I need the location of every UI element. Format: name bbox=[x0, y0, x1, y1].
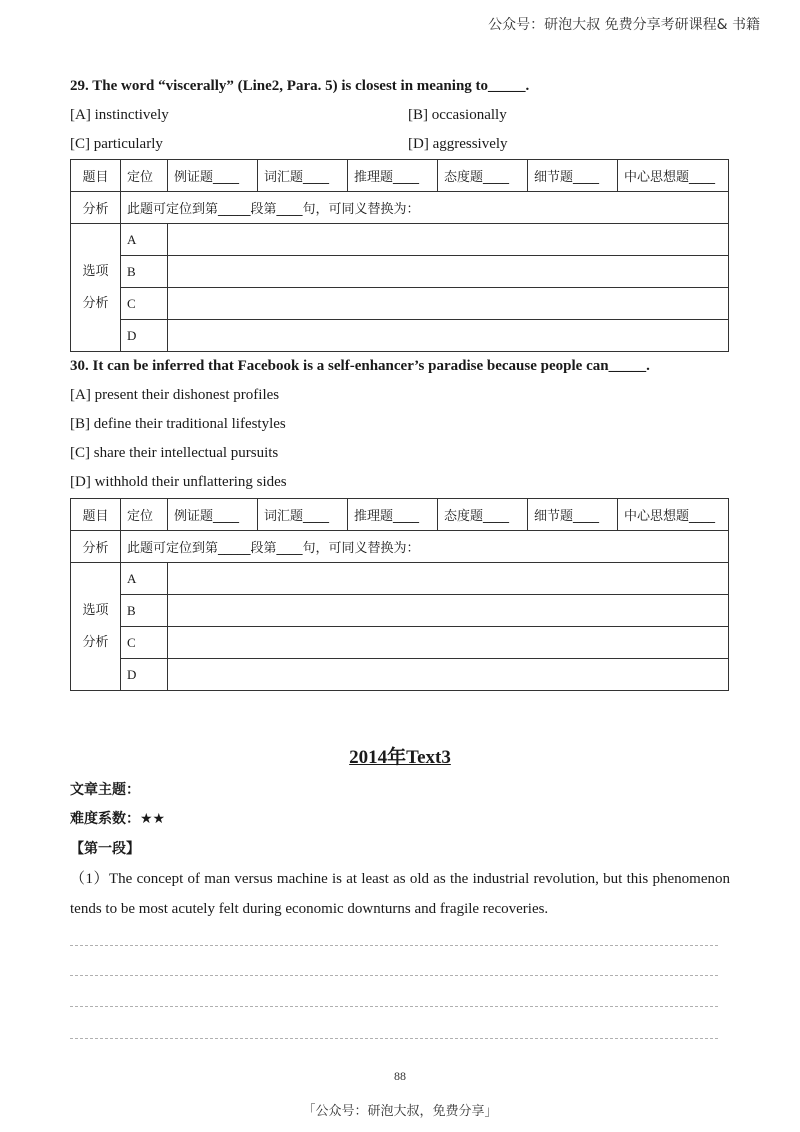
options-label-1: 选项 bbox=[82, 602, 109, 618]
option-letter-d: D bbox=[121, 320, 168, 352]
theme-label: 文章主题： bbox=[70, 782, 140, 798]
type-vocabulary: 词汇题____ bbox=[258, 499, 348, 531]
type-example: 例证题____ bbox=[168, 160, 258, 192]
type-vocabulary: 词汇题____ bbox=[258, 160, 348, 192]
type-inference: 推理题____ bbox=[348, 499, 438, 531]
locate-text: 此题可定位到第_____段第____句，可同义替换为： bbox=[121, 192, 729, 224]
type-detail: 细节题____ bbox=[528, 160, 618, 192]
options-label-2: 分析 bbox=[82, 295, 109, 311]
options-label-2: 分析 bbox=[82, 634, 109, 650]
q29-analysis-table bbox=[70, 159, 729, 352]
q30-option-c: [C] share their intellectual pursuits bbox=[70, 445, 279, 461]
type-attitude: 态度题____ bbox=[438, 499, 528, 531]
option-letter-c: C bbox=[121, 627, 168, 659]
row-label-analysis: 分析 bbox=[71, 192, 121, 224]
type-inference: 推理题____ bbox=[348, 160, 438, 192]
paragraph-label: 【第一段】 bbox=[70, 841, 140, 857]
option-analysis-cell[interactable] bbox=[168, 659, 729, 691]
option-analysis-cell[interactable] bbox=[168, 256, 729, 288]
type-main-idea: 中心思想题____ bbox=[618, 499, 729, 531]
q30-option-a: [A] present their dishonest profiles bbox=[70, 387, 280, 403]
options-analysis-label bbox=[71, 563, 121, 691]
row-label-question: 题目 bbox=[71, 499, 121, 531]
answer-line[interactable] bbox=[70, 1006, 718, 1007]
q29-option-c: [C] particularly bbox=[70, 136, 163, 152]
options-analysis-label bbox=[71, 224, 121, 352]
row-label-analysis: 分析 bbox=[71, 531, 121, 563]
q29-option-b: [B] occasionally bbox=[408, 107, 507, 123]
row-label-question: 题目 bbox=[71, 160, 121, 192]
options-label-1: 选项 bbox=[82, 263, 109, 279]
type-locate: 定位 bbox=[121, 499, 168, 531]
option-analysis-cell[interactable] bbox=[168, 563, 729, 595]
page-number: 88 bbox=[394, 1069, 406, 1083]
option-letter-d: D bbox=[121, 659, 168, 691]
answer-line[interactable] bbox=[70, 975, 718, 976]
q30-option-d: [D] withhold their unflattering sides bbox=[70, 474, 287, 490]
difficulty-label: 难度系数：★★ bbox=[70, 811, 166, 827]
answer-line[interactable] bbox=[70, 1038, 718, 1039]
option-analysis-cell[interactable] bbox=[168, 320, 729, 352]
type-attitude: 态度题____ bbox=[438, 160, 528, 192]
option-letter-b: B bbox=[121, 595, 168, 627]
option-analysis-cell[interactable] bbox=[168, 288, 729, 320]
q30-option-b: [B] define their traditional lifestyles bbox=[70, 416, 286, 432]
question-29-title: 29. The word “viscerally” (Line2, Para. 5) is closest in meaning to_____. bbox=[70, 78, 530, 94]
option-letter-a: A bbox=[121, 563, 168, 595]
option-analysis-cell[interactable] bbox=[168, 627, 729, 659]
option-letter-c: C bbox=[121, 288, 168, 320]
option-letter-a: A bbox=[121, 224, 168, 256]
q29-option-a: [A] instinctively bbox=[70, 107, 169, 123]
q30-analysis-table bbox=[70, 498, 729, 691]
type-main-idea: 中心思想题____ bbox=[618, 160, 729, 192]
type-example: 例证题____ bbox=[168, 499, 258, 531]
footer-note: 「公众号：研泡大叔，免费分享」 bbox=[302, 1104, 498, 1119]
type-detail: 细节题____ bbox=[528, 499, 618, 531]
header-note: 公众号：研泡大叔 免费分享考研课程& 书籍 bbox=[488, 17, 760, 33]
section-heading: 2014年Text3 bbox=[349, 747, 451, 768]
option-analysis-cell[interactable] bbox=[168, 224, 729, 256]
option-letter-b: B bbox=[121, 256, 168, 288]
option-analysis-cell[interactable] bbox=[168, 595, 729, 627]
q29-option-d: [D] aggressively bbox=[408, 136, 508, 152]
question-30-title: 30. It can be inferred that Facebook is a self-enhancer’s paradise because people can_____. bbox=[70, 358, 650, 374]
answer-line[interactable] bbox=[70, 945, 718, 946]
locate-text: 此题可定位到第_____段第____句，可同义替换为： bbox=[121, 531, 729, 563]
paragraph-sentence: （1）The concept of man versus machine is at least as old as the industrial revolution, but this phenomenon tends to be most acutely felt during economic downturns and fragile recoveries. bbox=[70, 871, 730, 917]
type-locate: 定位 bbox=[121, 160, 168, 192]
